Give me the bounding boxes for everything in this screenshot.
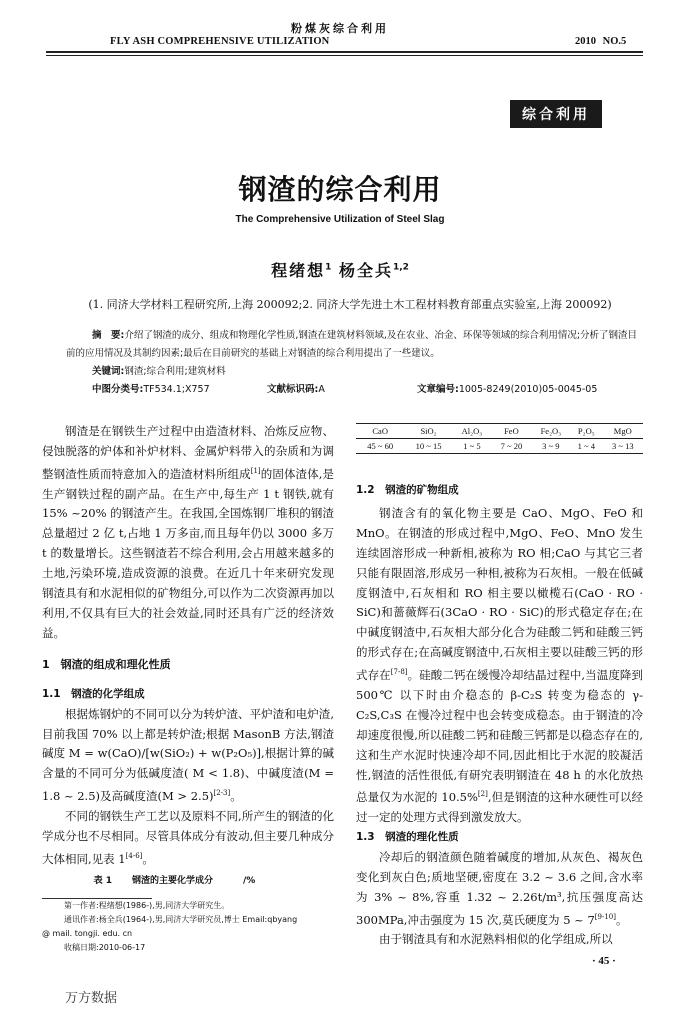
table-caption-text: 钢渣的主要化学成分 — [132, 875, 214, 886]
classification-line — [92, 381, 652, 399]
table-cell: 45 ~ 60 — [356, 439, 404, 454]
author-name: 杨全兵 — [338, 261, 393, 280]
abstract-label: 摘 要: — [92, 330, 125, 341]
section-heading-1-1: 1.1 钢渣的化学组成 — [42, 687, 145, 700]
paragraph-1-2 — [356, 504, 643, 828]
citation: [4-6] — [125, 851, 143, 860]
footnote-first-author: 第一作者:程绪想(1986-),男,同济大学研究生。 — [64, 901, 230, 911]
clc-value: TF534.1;X757 — [143, 384, 210, 395]
table-header-cell: SiO₂ — [404, 424, 452, 439]
table-caption-number: 表 1 — [93, 875, 112, 886]
text-run: 。硅酸二钙在缓慢冷却结晶过程中,当温度降到 500℃ 以下时由介稳态的 β-C₂S 转变为稳态的 γ-C₂S,C₃S 在慢冷过程中也会转变成稳态。由于钢渣的冷却速度很慢,所以硅酸二钙和硅酸三钙都是以稳态存在的,这和生产水泥时快速冷却不同,因此相比于水泥的胶凝活性,钢渣的活性很低,有研究表明钢渣在 48 h 的水化放热总量仅为水泥的 10.5% — [356, 667, 643, 805]
table-cell: 10 ~ 15 — [404, 439, 452, 454]
abstract — [66, 327, 646, 363]
text-run: 的固体渣体,是生产钢铁过程的副产品。在生产中,每生产 1 t 钢铁,就有 15% ~20% 的钢渣产生。在我国,全国炼钢厂堆积的钢渣总量超过 2 亿 t,占地 1 万多亩,而且每年仍以 3000 多万 t 的数量增长。这些钢渣若不综合利用,会占用越来越多的土地,污染环境,造成资源的浪费。在近几十年来研究发现钢渣具有和水泥相似的矿物组分,可以作为二次资源再加以利用,不仅具有巨大的社会效益,同时还具有广泛的经济效益。 — [42, 466, 335, 640]
article-title-cn: 钢渣的综合利用 — [238, 173, 442, 206]
citation: [1] — [250, 466, 261, 475]
author-list — [0, 258, 680, 281]
table-cell: 1 ~ 5 — [453, 439, 491, 454]
abstract-text: 介绍了钢渣的成分、组成和物理化学性质,钢渣在建筑材料领域,及在农业、冶金、环保等领域的综合利用情况;分析了钢渣目前的应用情况及其制约因素;最后在目前研究的基础上对钢渣的综合利用提出了一些建议。 — [66, 330, 638, 359]
section-heading-1-3: 1.3 钢渣的理化性质 — [356, 831, 459, 844]
footnote-email: @ mail. tongji. edu. cn — [42, 929, 133, 939]
citation: [2-3] — [213, 789, 231, 798]
footnotes — [42, 899, 334, 955]
article-no-label: 文章编号: — [417, 384, 459, 395]
section-heading-1-2: 1.2 钢渣的矿物组成 — [356, 484, 459, 496]
text-run: 。 — [142, 851, 154, 866]
author-affil-mark: 1,2 — [392, 262, 409, 273]
author-affil-mark: 1 — [325, 262, 332, 273]
table-cell: 1 ~ 4 — [570, 439, 602, 454]
text-run: 根据炼钢炉的不同可以分为转炉渣、平炉渣和电炉渣,目前我国 70% 以上都是转炉渣;根据 MasonB 方法,钢渣碱度 M = w(CaO)/[w(SiO₂) + w(P₂O₅)],根据计算的碱含量的不同可分为低碱度渣( M < 1.8)、中碱度渣(M = 1.8 ~ 2.5)及高碱度渣(M > 2.5) — [42, 706, 334, 804]
doc-code-label: 文献标识码: — [267, 384, 319, 395]
table-header-row — [356, 424, 643, 439]
table-cell: 7 ~ 20 — [491, 439, 531, 454]
footnote-received: 收稿日期:2010-06-17 — [64, 943, 146, 953]
text-run: ,但是钢渣的这种水硬性可以经过一定的处理方式得到激发放大。 — [356, 790, 643, 825]
keywords-text: 钢渣;综合利用;建筑材料 — [124, 366, 226, 377]
table-caption — [42, 872, 334, 892]
table-cell: 3 ~ 13 — [603, 439, 643, 454]
intro-paragraph — [42, 422, 334, 644]
left-column — [42, 422, 334, 955]
table-header-cell: CaO — [356, 424, 404, 439]
citation: [9-10] — [594, 912, 616, 921]
issue-number: 2010 NO.5 — [575, 36, 627, 47]
table-row — [356, 439, 643, 454]
table-header-cell: Fe₂O₃ — [532, 424, 570, 439]
article-no-value: 1005-8249(2010)05-0045-05 — [458, 384, 598, 395]
header-rule-thin — [46, 55, 643, 56]
text-run: 不同的钢铁生产工艺以及原料不同,所产生的钢渣的化学成分也不尽相同。尽管具体成分有波动,但主要几种成分大体相同,见表 1 — [42, 808, 334, 866]
text-run: 。 — [230, 789, 242, 804]
table-caption-unit: /% — [243, 875, 256, 886]
journal-name-cn: 粉煤灰综合利用 — [291, 22, 389, 35]
table-header-cell: MgO — [603, 424, 643, 439]
page-number: · 45 · — [592, 955, 616, 967]
footnote-corresponding: 通讯作者:杨全兵(1964-),男,同济大学研究员,博士 Email:qbyang — [64, 915, 298, 925]
table-header-cell: Al₂O₃ — [453, 424, 491, 439]
header-rule-thick — [46, 51, 643, 53]
text-run: 钢渣是在钢铁生产过程中由造渣材料、冶炼反应物、侵蚀脱落的炉体和补炉材料、金属炉料带入的杂质和为调整钢渣性质而特意加入的造渣材料所组成 — [42, 424, 334, 481]
citation: [2] — [477, 790, 488, 799]
table-header-cell: FeO — [491, 424, 531, 439]
article-title-en: The Comprehensive Utilization of Steel Slag — [235, 214, 445, 225]
text-run: 钢渣含有的氧化物主要是 CaO、MgO、FeO 和 MnO。在钢渣的形成过程中,MgO、FeO、MnO 发生连续固溶形成一种新相,被称为 RO 相;CaO 与其它三者只能有限固溶,形成另一种相,被称为石灰相。一般在低碱度钢渣中,石灰相和 RO 相主要以橄榄石(CaO · RO · SiC)和蔷薇辉石(3CaO · RO · SiC)的形式稳定存在;在中碱度钢渣中,石灰相大部分化合为硅酸二钙和硅酸三钙的形式存在;在高碱度钢渣中,石灰相主要以硅酸三钙的形式存在 — [356, 505, 643, 682]
text-run: 冷却后的钢渣颜色随着碱度的增加,从灰色、褐灰色变化到灰白色;质地坚硬,密度在 3.2 ~ 3.6 之间,含水率为 3% ~ 8%,容重 1.32 ~ 2.26t/m³,抗压强度高达 300MPa,冲击强度为 15 次,莫氏硬度为 5 ~ 7 — [356, 849, 643, 927]
paragraph-1-3a — [356, 848, 643, 930]
paragraph-1-3b: 由于钢渣具有和水泥熟料相似的化学组成,所以 — [379, 932, 613, 947]
composition-table — [356, 423, 643, 454]
journal-name-en: FLY ASH COMPREHENSIVE UTILIZATION — [110, 36, 330, 47]
right-column — [356, 481, 643, 950]
section-heading-1: 1 钢渣的组成和理化性质 — [42, 657, 171, 671]
affiliation: (1. 同济大学材料工程研究所,上海 200092;2. 同济大学先进土木工程材料教育部重点实验室,上海 200092) — [88, 298, 612, 311]
paragraph-1-1a — [42, 705, 334, 807]
table-header-cell: P₂O₅ — [570, 424, 602, 439]
section-badge: 综合利用 — [510, 100, 602, 128]
doc-code-value: A — [318, 384, 325, 395]
paragraph-1-1b — [42, 807, 334, 870]
citation: [7-8] — [390, 668, 408, 677]
watermark: 万方数据 — [65, 991, 118, 1006]
keywords — [92, 363, 226, 381]
table-cell: 3 ~ 9 — [532, 439, 570, 454]
text-run: 。 — [616, 912, 628, 927]
keywords-label: 关键词: — [92, 366, 125, 377]
clc-label: 中图分类号: — [92, 384, 144, 395]
author-name: 程绪想 — [271, 261, 326, 280]
